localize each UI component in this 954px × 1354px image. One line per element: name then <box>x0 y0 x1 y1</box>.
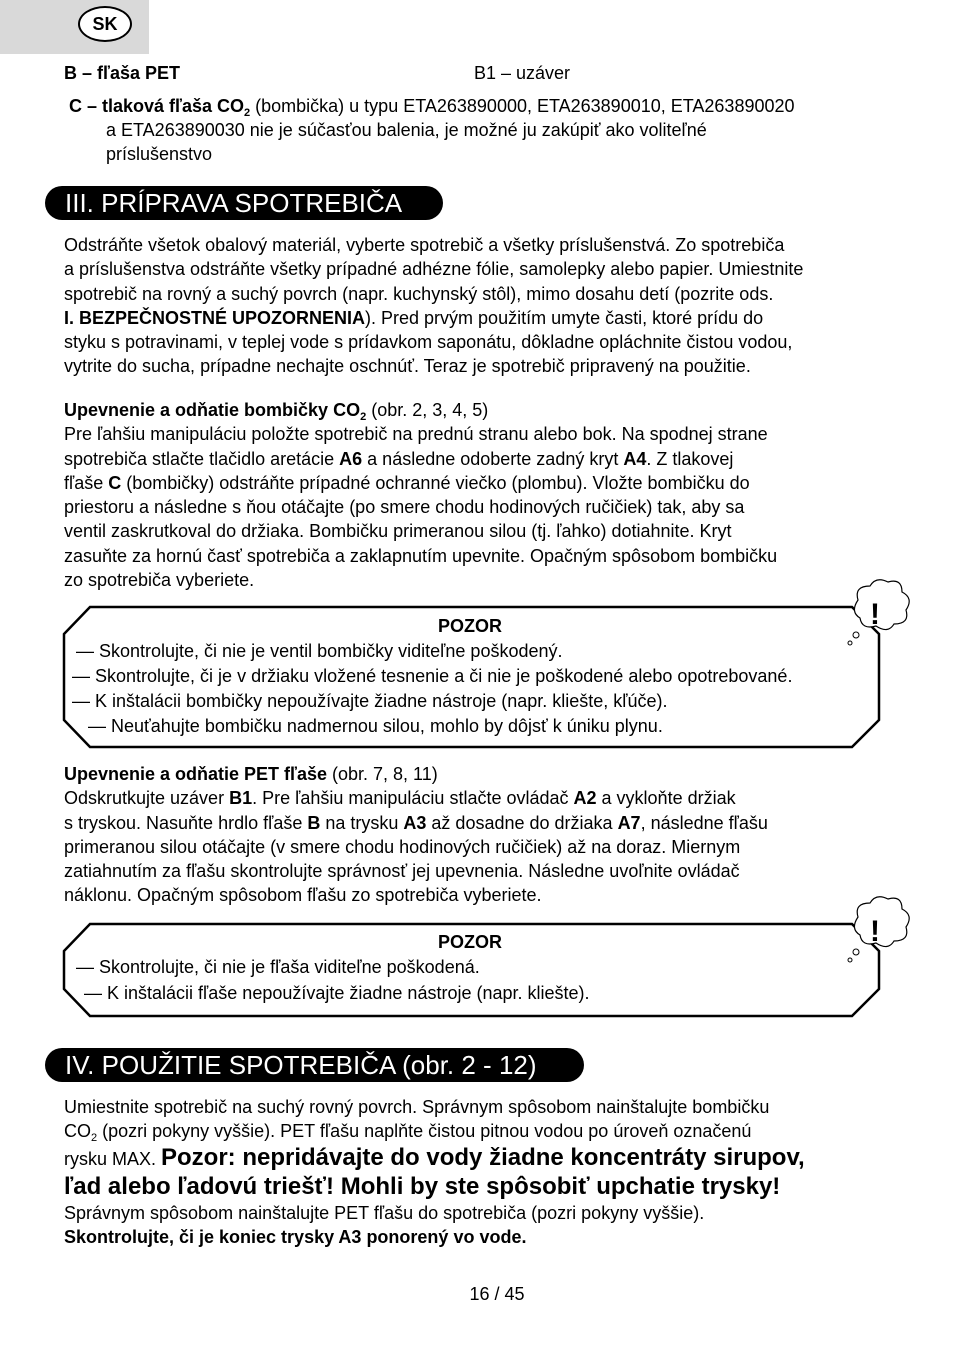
part-c-line1: C – tlaková fľaša $CO_2$ (bombička) u typu ETA263890000, ETA263890010, ETA263890020 <box>69 96 795 119</box>
co2-install-section: Upevnenie a odňatie bombičky $CO_2$ (obr. 2, 3, 4, 5) Pre ľahšiu manipuláciu položte spotrebič na prednú stranu alebo bok. Na spodnej strane spotrebiča stlačte tlačidlo aretácie A6 a následne odoberte zadný kryt A4. Z tlakovej fľaše C (bombičky) odstráňte prípadné ochranné viečko (plombu). Vložte bombičku do priestoru a následne s ňou otáčajte (po smere chodu hodinových ručičiek) tak, aby sa ventil zaskrutkoval do držiaka. Bombičku primeranou silou (tj. ľahko) dotiahnite. Kryt zasuňte za hornú časť spotrebiča a zaklapnutím upevnite. Opačným spôsobom bombičku zo spotrebiča vyberiete. <box>64 398 904 592</box>
svg-text:!: ! <box>870 915 880 948</box>
part-b-label: B – fľaša PET <box>64 63 180 83</box>
usage-check-note: Skontrolujte, či je koniec trysky A3 ponorený vo vode. <box>64 1226 527 1247</box>
language-badge: SK <box>78 6 132 42</box>
preparation-paragraph: Odstráňte všetok obalový materiál, vyberte spotrebič a všetky príslušenstvá. Zo spotrebiča a príslušenstva odstráňte všetky prípadné adhézne fólie, samolepky alebo papier. Umiestnite spotrebič na rovný a suchý povrch (napr. kuchynský stôl), mimo dosahu detí (pozrite ods. I. BEZPEČNOSTNÉ UPOZORNENIA). Pred prvým použitím umyte časti, ktoré prídu do styku s potravinami, v teplej vode s prídavkom saponátu, dôkladne opláchnite čistou vodou, vytrite do sucha, prípadne nechajte oschnúť. Teraz je spotrebič pripravený na použitie. <box>64 235 804 377</box>
svg-text:!: ! <box>870 598 880 631</box>
section-heading-preparation: III. PRÍPRAVA SPOTREBIČA <box>45 186 443 220</box>
part-b1-label: B1 – uzáver <box>474 63 571 83</box>
co2-install-title: Upevnenie a odňatie bombičky $CO_2$ (obr. 2, 3, 4, 5) <box>64 400 489 423</box>
part-c-line2: a ETA263890030 nie je súčasťou balenia, je možné ju zakúpiť ako voliteľné <box>106 120 707 140</box>
pet-install-title: Upevnenie a odňatie PET fľaše (obr. 7, 8, 11) <box>64 764 438 784</box>
page-number: 16 / 45 <box>469 1284 525 1304</box>
warning-2-item: — K inštalácii fľaše nepoužívajte žiadne nástroje (napr. kliešte). <box>84 983 590 1003</box>
pet-install-section: Upevnenie a odňatie PET fľaše (obr. 7, 8, 11) Odskrutkujte uzáver B1. Pre ľahšiu manipuláciu stlačte ovládač A2 a vykloňte držiak s tryskou. Nasuňte hrdlo fľaše B na trysku A3 až dosadne do držiaka A7, následne fľašu primeranou silou otáčajte (v smere chodu hodinových ručičiek) až na doraz. Miernym zatiahnutím za fľašu skontrolujte správnosť jej upevnenia. Následne uvoľnite ovládač náklonu. Opačným spôsobom fľašu zo spotrebiča vyberiete. <box>64 762 904 908</box>
section-heading-usage: IV. POUŽITIE SPOTREBIČA (obr. 2 - 12) <box>45 1048 584 1082</box>
usage-paragraph: Umiestnite spotrebič na suchý rovný povrch. Správnym spôsobom nainštalujte bombičku $CO_2$ (pozri pokyny vyššie). PET fľašu naplňte čistou pitnou vodou po úroveň označenú rysku MAX. Pozor: nepridávajte do vody žiadne koncentráty sirupov, ľad alebo ľadovú triešť! Mohli by ste spôsobiť upchatie trysky! Správnym spôsobom nainštalujte PET fľašu do spotrebiča (pozri pokyny vyššie). Skontrolujte, či je koniec trysky A3 ponorený vo vode. <box>64 1095 924 1249</box>
usage-warning: Pozor: nepridávajte do vody žiadne koncentráty sirupov <box>161 1143 799 1171</box>
warning-1-title: POZOR <box>437 616 502 636</box>
part-c-line3: príslušenstvo <box>106 144 213 164</box>
warning-2-item: — Skontrolujte, či nie je fľaša viditeľne poškodená. <box>76 957 480 977</box>
warning-1-item: — Skontrolujte, či nie je ventil bombičky viditeľne poškodený. <box>76 641 563 661</box>
usage-warning-cont: ľad alebo ľadovú triešť! Mohli by ste spôsobiť upchatie trysky! <box>64 1172 781 1200</box>
warning-1-item: — K inštalácii bombičky nepoužívajte žiadne nástroje (napr. kliešte, kľúče). <box>72 691 668 711</box>
warning-1-item: — Skontrolujte, či je v držiaku vložené tesnenie a či nie je poškodené alebo opotrebované. <box>72 666 793 686</box>
warning-1-item: — Neuťahujte bombičku nadmernou silou, mohlo by dôjsť k úniku plynu. <box>88 716 663 736</box>
warning-2-title: POZOR <box>437 932 502 952</box>
